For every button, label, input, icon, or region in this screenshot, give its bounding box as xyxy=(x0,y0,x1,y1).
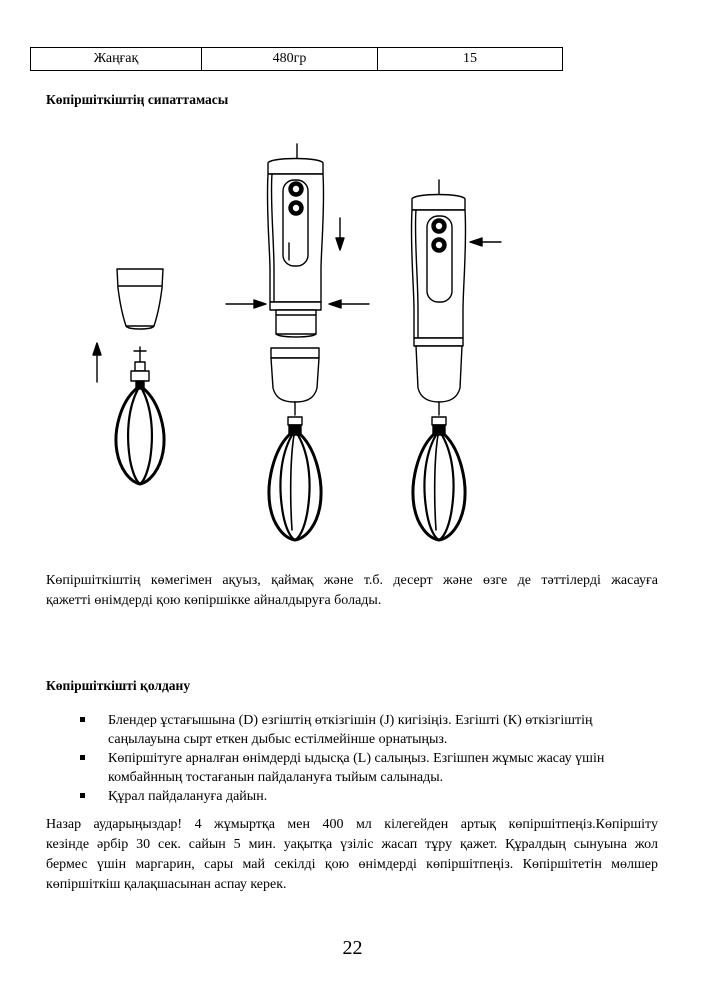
paragraph-line: кезінде әрбір 30 сек. сайын 5 мин. уақытқа үзіліс жасап тұру қажет. Құралдың сынуына жол xyxy=(46,837,658,852)
paragraph-line: Назар аударыңыздар! 4 жұмыртқа мен 400 мл кілегейден артық көпіршітпеңіз.Көпіршіту xyxy=(46,817,658,832)
paragraph-line: көпіршіткіш қалақшасынан аспау керек. xyxy=(46,877,287,892)
list-item-line: саңылауына сырт еткен дыбыс естілмейінше орнатыңыз. xyxy=(108,732,448,747)
paragraph-line: Көпіршіткіштің көмегімен ақуыз, қаймақ және т.б. десерт және өзге де тәттілерді жасауға xyxy=(46,573,658,588)
left-arrow-pointer-icon xyxy=(470,238,501,246)
blender-with-whisk-assembly-icon xyxy=(267,144,323,337)
warning-paragraph xyxy=(46,815,658,895)
list-item-line: Құрал пайдалануға дайын. xyxy=(108,789,268,804)
whisk-cup-icon xyxy=(117,269,163,329)
list-item xyxy=(46,749,658,787)
down-arrow-icon xyxy=(336,218,344,250)
right-arrow-pointer-icon xyxy=(329,300,369,308)
blender-with-whisk-attached-icon xyxy=(411,180,465,540)
list-item-line: Блендер ұстағышына (D) езгіштің өткізгішін (J) кигізіңіз. Езгішті (К) өткізгіштің xyxy=(108,713,593,728)
table-cell-weight: 480гр xyxy=(202,48,378,71)
whisk-icon xyxy=(116,347,164,484)
list-item xyxy=(46,787,658,806)
list-item xyxy=(46,711,658,749)
bullet-square-icon xyxy=(80,755,85,760)
whisk-adapter-icon xyxy=(271,348,319,415)
table-cell-product: Жаңғақ xyxy=(31,48,202,71)
list-item-line: Көпіршітуге арналған өнімдерді ыдысқа (L) салыңыз. Езгішпен жұмыс жасау үшін xyxy=(108,751,605,766)
paragraph-line: бермес үшін маргарин, сары май секілді қою өнімдерді көпіршітпеңіз. Көпіршітетін мөлшер xyxy=(46,857,658,872)
list-item-line: комбайнның тостағанын пайдалануға тыйым салынады. xyxy=(108,770,444,785)
paragraph-line: қажетті өнімдерді қою көпіршікке айналдыруға болады. xyxy=(46,593,382,608)
ingredients-table xyxy=(30,47,563,71)
section-heading-usage: Көпіршіткішті қолдану xyxy=(46,678,191,693)
bullet-square-icon xyxy=(80,717,85,722)
whisk-description-paragraph xyxy=(46,571,658,611)
left-arrow-pointer-icon xyxy=(226,300,266,308)
up-arrow-icon xyxy=(93,343,101,382)
bullet-square-icon xyxy=(80,793,85,798)
whisk-icon xyxy=(269,417,321,540)
table-row xyxy=(31,48,563,71)
page-number: 22 xyxy=(342,937,363,959)
section-heading-description: Көпіршіткіштің сипаттамасы xyxy=(46,92,229,107)
whisk-assembly-figure xyxy=(0,130,705,560)
table-cell-time: 15 xyxy=(378,48,563,71)
usage-steps-list xyxy=(46,711,658,806)
